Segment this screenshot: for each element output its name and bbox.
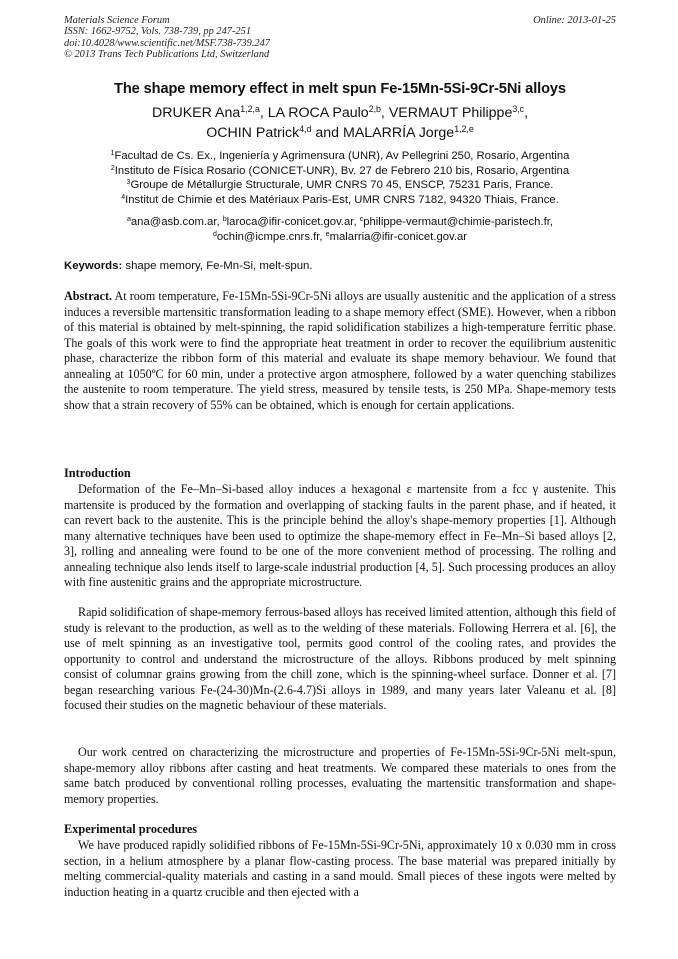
- email-line-1: [64, 215, 616, 230]
- author-sup: 2,b: [368, 104, 381, 115]
- journal-name: Materials Science Forum: [64, 15, 170, 26]
- author-line-2: [64, 123, 616, 143]
- author-name: VERMAUT Philippe: [388, 105, 513, 121]
- author-sup: 4,d: [299, 124, 312, 135]
- email-link[interactable]: ochin@icmpe.cnrs.fr,: [216, 230, 326, 243]
- email-line-2: [64, 230, 616, 245]
- section-heading-experimental: Experimental procedures: [64, 822, 198, 836]
- journal-header: [64, 15, 616, 60]
- email-sup: c: [359, 216, 364, 224]
- doi-line: doi:10.4028/www.scientific.net/MSF.738-739.247: [64, 37, 270, 49]
- section-heading-introduction: Introduction: [64, 466, 131, 480]
- author-separator: ,: [380, 105, 389, 121]
- abstract: [64, 289, 616, 413]
- affiliation-text: Facultad de Cs. Ex., Ingeniería y Agrimensura (UNR), Av Pellegrini 250, Rosario, Argentina: [114, 150, 570, 162]
- affiliation: [64, 149, 616, 164]
- intro-paragraph-1: Deformation of the Fe–Mn–Si-based alloy induces a hexagonal ε martensite from a fcc γ austenite. This martensite is produced by the formation and overlapping of stacking faults in the parent phase, and if heated, it can revert back to the austenite. This is the principle behind the alloy's shape-memory properties [1]. Although many alternative techniques have been used to optimize the shape-memory effect in Fe–Mn–Si based alloys [2, 3], rolling and annealing were found to be one of the more convenient method of processing. The rolling and annealing technique also lends itself to large-scale industrial production [4, 5]. Such processing produces an alloy with fine austenitic grains and the appropriate microstructure.: [64, 482, 616, 590]
- author-name: OCHIN Patrick: [206, 125, 300, 141]
- affiliation-sup: 4: [121, 193, 126, 201]
- keywords: [64, 260, 616, 272]
- author-sup: 1,2,a: [240, 104, 260, 115]
- author-separator: ,: [524, 105, 529, 121]
- intro-paragraph-3: Our work centred on characterizing the microstructure and properties of Fe-15Mn-5Si-9Cr-5Ni melt-spun, shape-memory alloy ribbons after casting and heat treatments. We compared these materials to ones from the same batch produced by conventional rolling processes, evaluating the martensitic transformation and shape-memory properties.: [64, 745, 616, 806]
- email-link[interactable]: ana@asb.com.ar,: [130, 216, 223, 228]
- email-list: [64, 215, 616, 244]
- affiliation-list: [64, 149, 616, 207]
- author-name: LA ROCA Paulo: [267, 105, 369, 121]
- email-link[interactable]: philippe-vermaut@chimie-paristech.fr,: [363, 216, 554, 228]
- email-sup: a: [126, 216, 131, 224]
- email-link[interactable]: laroca@ifir-conicet.gov.ar,: [226, 216, 360, 228]
- affiliation: [64, 164, 616, 179]
- author-sup: 3,c: [512, 104, 525, 115]
- email-sup: b: [222, 216, 227, 224]
- author-line-1: [64, 103, 616, 123]
- affiliation-text: Instituto de Física Rosario (CONICET-UNR), Bv. 27 de Febrero 210 bis, Rosario, Argentina: [114, 164, 570, 177]
- author-sup: 1,2,e: [454, 124, 474, 135]
- author-name: MALARRÍA Jorge: [343, 125, 455, 141]
- online-date: Online: 2013-01-25: [533, 15, 616, 26]
- abstract-text: At room temperature, Fe-15Mn-5Si-9Cr-5Ni alloys are usually austenitic and the application of a stress induces a reversible martensitic transformation leading to a shape memory effect (SME). However, when a ribbon of this material is obtained by melt-spinning, the rapid solidification stabilizes a high-temperature ferritic phase. The goals of this work were to find the appropriate heat treatment in order to recover the equilibrium austenitic phase, characterize the ribbon form of this material and evaluate its shape memory behaviour. We found that annealing at 1050ºC for 60 min, under a protective argon atmosphere, followed by a water quenching stabilizes the austenite to room temperature. The yield stress, measured by tensile tests, is 250 MPa. Shape-memory tests show that a strain recovery of 55% can be obtained, which is enough for certain applications.: [64, 289, 616, 412]
- affiliation-text: Groupe de Métallurgie Structurale, UMR CNRS 70 45, ENSCP, 75231 Paris, France.: [130, 179, 554, 191]
- affiliation: [64, 193, 616, 208]
- author-list: [64, 103, 616, 143]
- author-separator: ,: [259, 105, 268, 121]
- affiliation-sup: 1: [110, 150, 115, 158]
- affiliation: [64, 178, 616, 193]
- issn-line: ISSN: 1662-9752, Vols. 738-739, pp 247-251: [64, 26, 252, 38]
- experimental-paragraph-1: We have produced rapidly solidified ribbons of Fe-15Mn-5Si-9Cr-5Ni, approximately 10 x 0.030 mm in cross section, in a helium atmosphere by a planar flow-casting process. The base material was prepared initially by melting commercial-quality materials and casting in a sand mould. Small pieces of these ingots were melted by induction heating in a quartz crucible and then ejected with a: [64, 838, 616, 899]
- keywords-label: Keywords:: [64, 260, 123, 272]
- copyright-line: © 2013 Trans Tech Publications Ltd, Switzerland: [64, 48, 270, 60]
- email-link[interactable]: malarria@ifir-conicet.gov.ar: [329, 230, 468, 243]
- affiliation-text: Institut de Chimie et des Matériaux Paris-Est, UMR CNRS 7182, 94320 Thiais, France.: [125, 193, 559, 206]
- email-sup: e: [325, 230, 330, 238]
- affiliation-sup: 2: [110, 164, 115, 172]
- paper-title: The shape memory effect in melt spun Fe-15Mn-5Si-9Cr-5Ni alloys: [114, 81, 566, 97]
- intro-paragraph-2: Rapid solidification of shape-memory ferrous-based alloys has received limited attention, although this field of study is relevant to the production, as well as to the welding of these materials. Following Herrera et al. [6], the use of melt spinning as an investigative tool, permits good control of the cooling rates, and provides the opportunity to control and understand the microstructure of the alloys. Ribbons produced by melt spinning consist of columnar grains growing from the chill zone, which is the spinning-wheel surface. Donner et al. [7] began researching various Fe-(24-30)Mn-(2.6-4.7)Si alloys in 1989, and many years later Valeanu et al. [8] focused their studies on the magnetic behaviour of these materials.: [64, 605, 616, 713]
- author-separator: and: [311, 125, 344, 141]
- author-name: DRUKER Ana: [151, 105, 241, 121]
- abstract-label: Abstract.: [64, 289, 113, 303]
- keywords-text: shape memory, Fe-Mn-Si, melt-spun.: [125, 260, 313, 272]
- email-sup: d: [212, 230, 217, 238]
- affiliation-sup: 3: [126, 179, 131, 187]
